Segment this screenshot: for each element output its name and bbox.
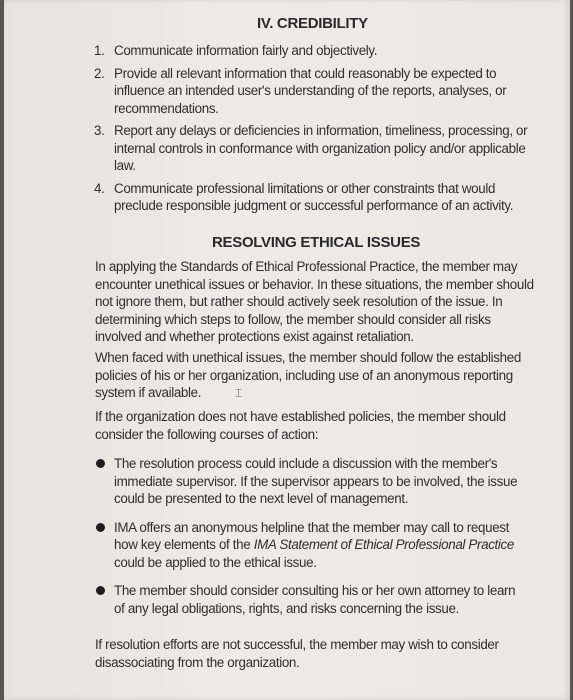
item-number: 1.	[94, 43, 105, 58]
item-text: Provide all relevant information that could reasonably be expected to influence an intended user's understanding of the reports, analyses, or recommendations.	[114, 65, 507, 116]
item-number: 2.	[94, 65, 105, 81]
list-item	[96, 455, 526, 508]
paragraph-no-policies: If the organization does not have established policies, the member should consider the following courses of action:	[95, 409, 506, 442]
section-heading-credibility: IV. CREDIBILITY	[257, 15, 368, 32]
paragraph-applying-standards: In applying the Standards of Ethical Professional Practice, the member may encounter unethical issues or behavior. In these situations, the member should not ignore them, but rather should actively seek resolution of the issue. In determining which steps to follow, the member should consider all risks involved and whether protections exist against retaliation.	[95, 259, 534, 344]
section-heading-resolving: RESOLVING ETHICAL ISSUES	[212, 234, 421, 251]
bullet-icon	[96, 523, 105, 532]
paragraph-disassociating: If resolution efforts are not successful, the member may wish to consider disassociating from the organization.	[95, 637, 499, 670]
item-number: 4.	[94, 180, 105, 196]
item-text: Communicate professional limitations or other constraints that would preclude responsible judgment or successful performance of an activity.	[114, 180, 514, 213]
list-item	[96, 582, 526, 617]
courses-of-action-list	[96, 455, 526, 628]
list-item	[94, 65, 534, 118]
text-cursor-icon: ⌶	[235, 386, 243, 400]
bullet-text: The member should consider consulting his or her own attorney to learn of any legal obligations, rights, and risks concerning the issue.	[114, 583, 516, 616]
document-page	[4, 0, 570, 700]
bullet-text: IMA offers an anonymous helpline that the member may call to request how key elements of the	[114, 519, 510, 552]
paragraph-established-policies: When faced with unethical issues, the member should follow the established policies of his or her organization, including use of an anonymous reporting system if available.	[95, 350, 521, 400]
bullet-icon	[96, 586, 105, 595]
bullet-text-end: could be applied to the ethical issue.	[114, 554, 317, 570]
list-item	[94, 122, 534, 175]
bullet-emphasis: IMA Statement of Ethical Professional Practice	[253, 537, 514, 552]
bullet-icon	[96, 459, 105, 468]
list-item	[94, 42, 534, 60]
bullet-text: The resolution process could include a discussion with the member's immediate supervisor. If the supervisor appears to be involved, the issue could be presented to the next level of management.	[114, 456, 518, 506]
credibility-list	[94, 42, 534, 220]
item-number: 3.	[94, 123, 105, 138]
list-item	[94, 180, 534, 215]
item-text: Report any delays or deficiencies in information, timeliness, processing, or internal controls in conformance with organization policy and/or applicable law.	[114, 123, 528, 173]
list-item	[96, 519, 526, 572]
item-text: Communicate information fairly and objectively.	[114, 43, 378, 58]
